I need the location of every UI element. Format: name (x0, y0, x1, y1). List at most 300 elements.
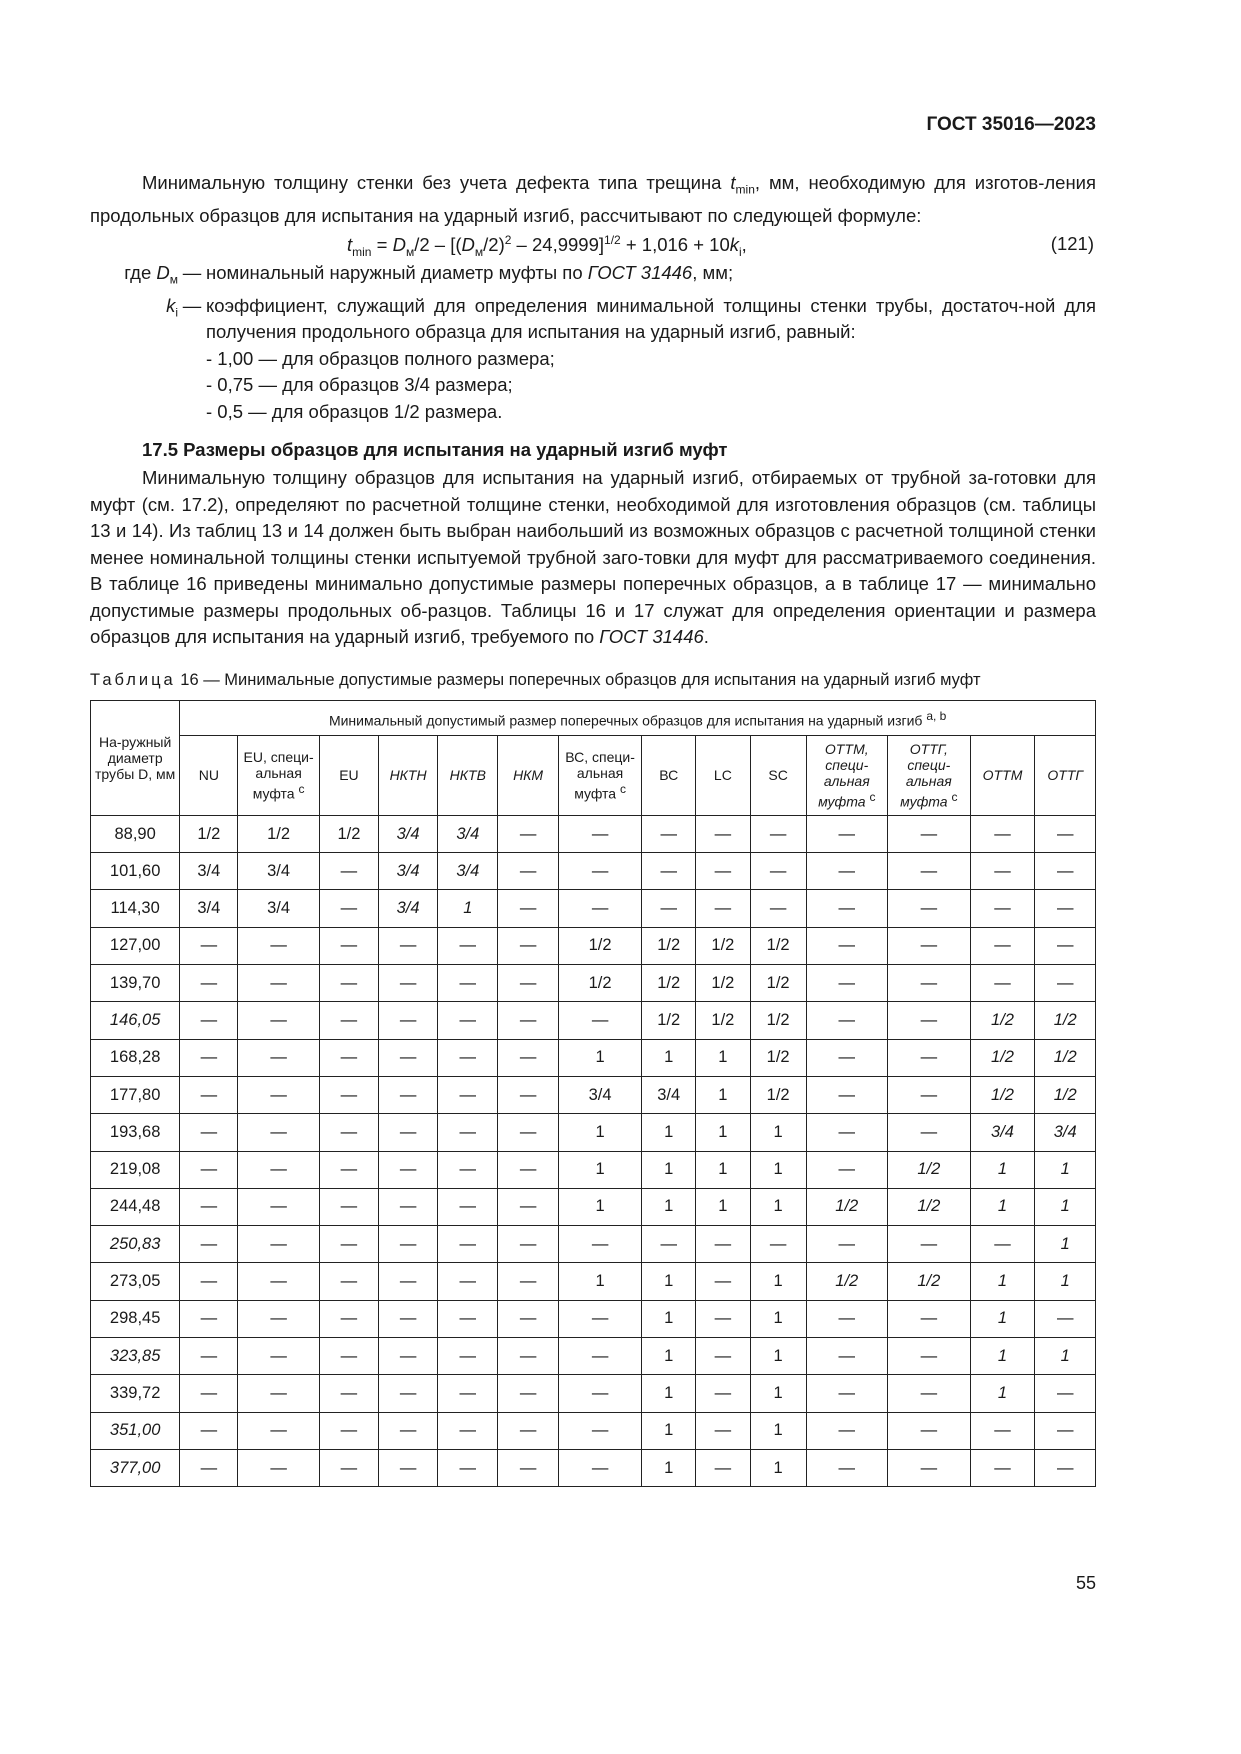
table-cell: 3/4 (642, 1076, 696, 1113)
column-header: НКТВ (438, 735, 498, 815)
table-cell: — (319, 1114, 378, 1151)
table-cell: 1/2 (642, 927, 696, 964)
table-cell: — (558, 1338, 642, 1375)
table-cell: 1/2 (558, 965, 642, 1002)
table-cell: 1 (696, 1114, 751, 1151)
diameter-cell: 139,70 (91, 965, 180, 1002)
table-cell: — (379, 927, 438, 964)
table-cell: — (238, 1338, 319, 1375)
table-cell: — (498, 1076, 558, 1113)
table-cell: 1 (642, 1039, 696, 1076)
table-cell: 1 (696, 1076, 751, 1113)
table-cell: — (558, 853, 642, 890)
table-cell: — (498, 927, 558, 964)
table-cell: 1/2 (888, 1263, 971, 1300)
table-cell: 1 (438, 890, 498, 927)
body-text (90, 170, 1096, 1487)
table-cell: — (238, 1114, 319, 1151)
table-cell: — (642, 815, 696, 852)
table-cell: — (379, 1114, 438, 1151)
diameter-cell: 101,60 (91, 853, 180, 890)
column-header: ВС (642, 735, 696, 815)
table-cell: — (238, 1002, 319, 1039)
table-cell: — (379, 1412, 438, 1449)
table-cell: — (319, 1188, 378, 1225)
table-cell: — (180, 1188, 238, 1225)
table-cell: 3/4 (970, 1114, 1035, 1151)
table-cell: — (319, 927, 378, 964)
specimen-size-table (90, 700, 1096, 1487)
table-cell: 1 (558, 1263, 642, 1300)
table-cell: — (180, 1226, 238, 1263)
table-cell: — (319, 1412, 378, 1449)
table-cell: — (806, 927, 887, 964)
table-cell: — (696, 815, 751, 852)
table-cell: — (319, 1226, 378, 1263)
table-cell: — (498, 815, 558, 852)
table-cell: 1/2 (750, 965, 806, 1002)
table-cell: 1 (642, 1338, 696, 1375)
table-cell: — (319, 1151, 378, 1188)
table-row (91, 890, 1096, 927)
table-cell: — (750, 815, 806, 852)
table-cell: — (319, 1002, 378, 1039)
table-cell: — (379, 965, 438, 1002)
table-cell: — (750, 853, 806, 890)
table-cell: 1 (696, 1039, 751, 1076)
table-cell: — (498, 853, 558, 890)
table-cell: — (696, 1300, 751, 1337)
table-cell: 1/2 (750, 1039, 806, 1076)
table-cell: 3/4 (438, 853, 498, 890)
table-cell: — (438, 1039, 498, 1076)
table-cell: — (696, 890, 751, 927)
table-cell: — (238, 927, 319, 964)
table-cell: 3/4 (1035, 1114, 1096, 1151)
table-cell: — (888, 1412, 971, 1449)
diameter-cell: 339,72 (91, 1375, 180, 1412)
table-cell: — (558, 815, 642, 852)
table-cell: — (238, 1039, 319, 1076)
table-cell: — (806, 1375, 887, 1412)
table-cell: — (1035, 1412, 1096, 1449)
table-cell: — (180, 1300, 238, 1337)
table-cell: — (379, 1039, 438, 1076)
column-header: НКТН (379, 735, 438, 815)
table-cell: — (888, 1338, 971, 1375)
table-cell: — (642, 853, 696, 890)
where-list (90, 260, 1096, 426)
table-cell: — (319, 853, 378, 890)
table-cell: — (888, 927, 971, 964)
where-item-dm: где $D_м$ — номинальный наружный диаметр муфты по ГОСТ 31446, мм; (124, 261, 734, 287)
table-cell: — (498, 1151, 558, 1188)
table-cell: 1 (750, 1151, 806, 1188)
table-cell: 1/2 (888, 1151, 971, 1188)
table-cell: — (806, 890, 887, 927)
table-cell: — (696, 1226, 751, 1263)
section-paragraph: Минимальную толщину образцов для испытания на ударный изгиб, отбираемых от трубной за-готовки для муфт (см. 17.2), определяют по расчетной толщине стенки, необходимой для изготовления образцов (см. таблицы 13 и 14). Из таблиц 13 и 14 должен быть выбран наибольший из возможных образцов с расчетной толщиной стенки менее номинальной толщины стенки испытуемой трубной заго-товки для муфт для рассматриваемого соединения. В таблице 16 приведены минимально допустимые размеры поперечных образцов, а в таблице 17 — минимально допустимые размеры продольных об-разцов. Таблицы 16 и 17 служат для определения ориентации и размера образцов для испытания на ударный изгиб, требуемого по ГОСТ 31446. (90, 467, 1096, 648)
table-cell: — (438, 927, 498, 964)
table-cell: 1/2 (1035, 1076, 1096, 1113)
table-cell: 1/2 (1035, 1039, 1096, 1076)
table-cell: — (180, 1151, 238, 1188)
table-row (91, 927, 1096, 964)
table-cell: 1 (970, 1338, 1035, 1375)
table-cell: — (180, 1114, 238, 1151)
table-row (91, 815, 1096, 852)
column-header: EU, специ-альная муфта $^c$ (238, 735, 319, 815)
diameter-cell: 273,05 (91, 1263, 180, 1300)
where-item-ki: $k_i$ — коэффициент, служащий для определения минимальной толщины стенки трубы, достаточ-ной для получения продольного образца для испытания на ударный изгиб, равный: (166, 294, 1096, 343)
column-header: ОТТМ, специ-альная муфта $^c$ (806, 735, 887, 815)
table-cell: — (498, 1263, 558, 1300)
table-cell: — (888, 1449, 971, 1486)
table-cell: — (888, 815, 971, 852)
table-cell: 1/2 (750, 927, 806, 964)
column-header: НКМ (498, 735, 558, 815)
table-cell: — (806, 1300, 887, 1337)
table-cell: — (696, 1412, 751, 1449)
table-cell: — (1035, 1300, 1096, 1337)
table-cell: 1/2 (750, 1076, 806, 1113)
diameter-cell: 244,48 (91, 1188, 180, 1225)
table-cell: — (180, 1412, 238, 1449)
table-cell: 1 (558, 1114, 642, 1151)
table-cell: — (558, 890, 642, 927)
table-cell: — (319, 1076, 378, 1113)
table-cell: — (806, 1076, 887, 1113)
diameter-cell: 377,00 (91, 1449, 180, 1486)
table-row (91, 1076, 1096, 1113)
table-cell: — (180, 965, 238, 1002)
table-cell: — (498, 965, 558, 1002)
table-cell: — (379, 1338, 438, 1375)
table-cell: — (319, 1300, 378, 1337)
table-cell: 1 (750, 1114, 806, 1151)
column-header: EU (319, 735, 378, 815)
diameter-cell: 168,28 (91, 1039, 180, 1076)
column-header: ОТТГ, специ-альная муфта $^c$ (888, 735, 971, 815)
table-cell: — (319, 965, 378, 1002)
table-cell: 1/2 (696, 927, 751, 964)
table-cell: 1 (750, 1412, 806, 1449)
table-cell: — (238, 1449, 319, 1486)
table-row (91, 1002, 1096, 1039)
table-cell: — (1035, 927, 1096, 964)
diameter-cell: 298,45 (91, 1300, 180, 1337)
diameter-cell: 219,08 (91, 1151, 180, 1188)
table-cell: — (888, 853, 971, 890)
table-cell: — (438, 1151, 498, 1188)
table-cell: 1 (642, 1300, 696, 1337)
table-cell: — (558, 1002, 642, 1039)
table-cell: — (888, 1114, 971, 1151)
table-cell: — (888, 1226, 971, 1263)
table-cell: 1/2 (238, 815, 319, 852)
table-row (91, 1449, 1096, 1486)
table-cell: — (319, 1263, 378, 1300)
table-row (91, 1039, 1096, 1076)
table-cell: — (888, 1375, 971, 1412)
table-row (91, 1114, 1096, 1151)
table-cell: — (438, 965, 498, 1002)
table-cell: — (379, 1188, 438, 1225)
table-cell: — (238, 965, 319, 1002)
table-cell: — (498, 1114, 558, 1151)
table-cell: 1/2 (806, 1188, 887, 1225)
diameter-cell: 88,90 (91, 815, 180, 852)
table-cell: — (319, 1449, 378, 1486)
table-cell: — (498, 1338, 558, 1375)
table-cell: — (438, 1300, 498, 1337)
table-cell: — (970, 1226, 1035, 1263)
table-cell: 1 (750, 1338, 806, 1375)
table-cell: — (888, 1076, 971, 1113)
table-cell: — (558, 1226, 642, 1263)
table-cell: — (970, 890, 1035, 927)
diameter-cell: 323,85 (91, 1338, 180, 1375)
table-cell: 1 (1035, 1263, 1096, 1300)
table-cell: — (696, 1375, 751, 1412)
table-row (91, 853, 1096, 890)
diameter-cell: 193,68 (91, 1114, 180, 1151)
table-cell: — (238, 1300, 319, 1337)
table-cell: — (696, 1449, 751, 1486)
diameter-cell: 146,05 (91, 1002, 180, 1039)
table-cell: — (696, 1263, 751, 1300)
table-cell: 1 (1035, 1338, 1096, 1375)
table-cell: — (642, 1226, 696, 1263)
ki-value-list (90, 346, 1096, 426)
table-cell: — (970, 965, 1035, 1002)
formula-121 (90, 230, 1096, 260)
table-cell: 1 (558, 1188, 642, 1225)
table-cell: — (498, 1300, 558, 1337)
table-cell: — (1035, 1449, 1096, 1486)
diameter-column-header: На-ружный диаметр трубы D, мм (91, 700, 180, 815)
table-cell: — (970, 1412, 1035, 1449)
table-cell: 1 (970, 1300, 1035, 1337)
table-cell: — (888, 965, 971, 1002)
diameter-cell: 127,00 (91, 927, 180, 964)
table-cell: — (180, 1002, 238, 1039)
table-cell: — (379, 1226, 438, 1263)
table-cell: — (1035, 815, 1096, 852)
table-cell: 3/4 (558, 1076, 642, 1113)
table-cell: 1 (642, 1263, 696, 1300)
table-cell: 1 (642, 1375, 696, 1412)
table-cell: — (180, 1449, 238, 1486)
table-cell: 1 (1035, 1188, 1096, 1225)
table-cell: — (806, 1151, 887, 1188)
table-cell: — (806, 853, 887, 890)
table-cell: — (558, 1375, 642, 1412)
table-cell: 1/2 (750, 1002, 806, 1039)
diameter-cell: 250,83 (91, 1226, 180, 1263)
table-cell: — (180, 1076, 238, 1113)
table-cell: — (806, 1412, 887, 1449)
table-cell: — (438, 1188, 498, 1225)
table-cell: 1 (1035, 1151, 1096, 1188)
table-cell: — (806, 1114, 887, 1151)
table-cell: — (696, 1338, 751, 1375)
list-item: - 0,75 — для образцов 3/4 размера; (206, 374, 513, 396)
formula-expression: $t_{min} = D_м/2 - [(D_м/2)^2 - 24,9999]^{1/2} + 1,016 + 10k_i$, (347, 232, 747, 259)
table-cell: — (970, 927, 1035, 964)
table-cell: — (498, 1375, 558, 1412)
list-item: - 0,5 — для образцов 1/2 размера. (206, 400, 503, 422)
page-number: 55 (1075, 1573, 1096, 1593)
table-cell: 1/2 (806, 1263, 887, 1300)
table-cell: — (806, 815, 887, 852)
table-cell: 1 (642, 1449, 696, 1486)
table-cell: — (888, 1039, 971, 1076)
column-header: NU (180, 735, 238, 815)
table-cell: 3/4 (379, 853, 438, 890)
table-cell: 1 (970, 1263, 1035, 1300)
document-header: ГОСТ 35016—2023 (926, 114, 1096, 135)
table-cell: — (379, 1002, 438, 1039)
table-cell: — (238, 1076, 319, 1113)
table-cell: — (806, 1002, 887, 1039)
table-row (91, 1263, 1096, 1300)
table-cell: 1/2 (696, 1002, 751, 1039)
table-cell: — (319, 1375, 378, 1412)
table-cell: 1 (642, 1412, 696, 1449)
table-cell: — (806, 1039, 887, 1076)
table-cell: 1/2 (319, 815, 378, 852)
table-cell: — (888, 1300, 971, 1337)
table-row (91, 965, 1096, 1002)
table-cell: — (806, 1449, 887, 1486)
table-cell: — (180, 1039, 238, 1076)
column-header: ВС, специ-альная муфта $^c$ (558, 735, 642, 815)
table-cell: 1 (750, 1375, 806, 1412)
table-cell: 3/4 (238, 853, 319, 890)
table-cell: — (558, 1300, 642, 1337)
group-header: Минимальный допустимый размер поперечных образцов для испытания на ударный изгиб $^{a, b}$ (180, 700, 1096, 735)
table-cell: — (379, 1300, 438, 1337)
table-cell: — (498, 1039, 558, 1076)
table-row (91, 1188, 1096, 1225)
table-cell: — (379, 1449, 438, 1486)
table-cell: 1 (750, 1300, 806, 1337)
table-cell: — (1035, 965, 1096, 1002)
table-cell: — (438, 1449, 498, 1486)
table-cell: 1 (750, 1188, 806, 1225)
table-cell: 1 (970, 1188, 1035, 1225)
table-cell: 1 (696, 1151, 751, 1188)
table-cell: 1/2 (558, 927, 642, 964)
list-item: - 1,00 — для образцов полного размера; (206, 347, 555, 369)
table-cell: — (319, 890, 378, 927)
table-cell: 1/2 (180, 815, 238, 852)
table-cell: — (180, 927, 238, 964)
diameter-cell: 114,30 (91, 890, 180, 927)
table-cell: 1 (970, 1375, 1035, 1412)
table-cell: 1 (696, 1188, 751, 1225)
intro-paragraph: Минимальную толщину стенки без учета дефекта типа трещина $t_{min}$, мм, необходимую для изготов-ления продольных образцов для испытания на ударный изгиб, рассчитывают по следующей формуле: (90, 172, 1097, 227)
table-cell: — (888, 890, 971, 927)
table-cell: — (696, 853, 751, 890)
table-cell: — (438, 1226, 498, 1263)
table-cell: — (750, 1226, 806, 1263)
table-cell: — (498, 1226, 558, 1263)
table-cell: 3/4 (180, 890, 238, 927)
table-cell: 1/2 (970, 1002, 1035, 1039)
table-cell: — (238, 1226, 319, 1263)
table-row (91, 1338, 1096, 1375)
table-cell: — (1035, 1375, 1096, 1412)
table-cell: — (180, 1338, 238, 1375)
table-cell: — (498, 1412, 558, 1449)
table-cell: 1 (1035, 1226, 1096, 1263)
column-header: ОТТМ (970, 735, 1035, 815)
table-cell: — (558, 1449, 642, 1486)
table-cell: — (319, 1039, 378, 1076)
table-cell: — (642, 890, 696, 927)
table-cell: 1 (750, 1263, 806, 1300)
table-cell: 1/2 (642, 1002, 696, 1039)
table-cell: 3/4 (238, 890, 319, 927)
table-cell: — (806, 1338, 887, 1375)
table-cell: 1 (750, 1449, 806, 1486)
table-caption: Таблица 16 — Минимальные допустимые размеры поперечных образцов для испытания на ударный изгиб муфт (90, 670, 981, 689)
table-cell: — (319, 1338, 378, 1375)
table-cell: 3/4 (180, 853, 238, 890)
table-cell: — (888, 1002, 971, 1039)
table-cell: 1 (642, 1114, 696, 1151)
table-cell: 1/2 (696, 965, 751, 1002)
table-row (91, 1300, 1096, 1337)
table-cell: — (238, 1151, 319, 1188)
table-cell: — (750, 890, 806, 927)
table-row (91, 1375, 1096, 1412)
table-cell: — (238, 1263, 319, 1300)
formula-number: (121) (1050, 232, 1094, 254)
table-cell: — (438, 1338, 498, 1375)
table-cell: — (379, 1375, 438, 1412)
table-cell: — (970, 853, 1035, 890)
table-cell: — (970, 1449, 1035, 1486)
table-cell: — (1035, 853, 1096, 890)
table-cell: 1/2 (1035, 1002, 1096, 1039)
table-cell: — (238, 1188, 319, 1225)
diameter-cell: 177,80 (91, 1076, 180, 1113)
table-cell: — (438, 1412, 498, 1449)
table-cell: — (238, 1375, 319, 1412)
section-heading: 17.5 Размеры образцов для испытания на ударный изгиб муфт (142, 439, 728, 461)
table-cell: — (498, 1188, 558, 1225)
table-cell: — (806, 1226, 887, 1263)
table-cell: 3/4 (438, 815, 498, 852)
column-header: LC (696, 735, 751, 815)
table-cell: 3/4 (379, 815, 438, 852)
table-cell: — (438, 1375, 498, 1412)
table-cell: 1 (558, 1039, 642, 1076)
table-cell: — (498, 1449, 558, 1486)
table-cell: — (498, 1002, 558, 1039)
table-cell: — (379, 1151, 438, 1188)
table-cell: — (379, 1076, 438, 1113)
table-cell: 1 (642, 1188, 696, 1225)
table-cell: 1/2 (642, 965, 696, 1002)
table-cell: — (438, 1114, 498, 1151)
table-cell: — (238, 1412, 319, 1449)
table-cell: — (438, 1002, 498, 1039)
table-cell: — (180, 1375, 238, 1412)
